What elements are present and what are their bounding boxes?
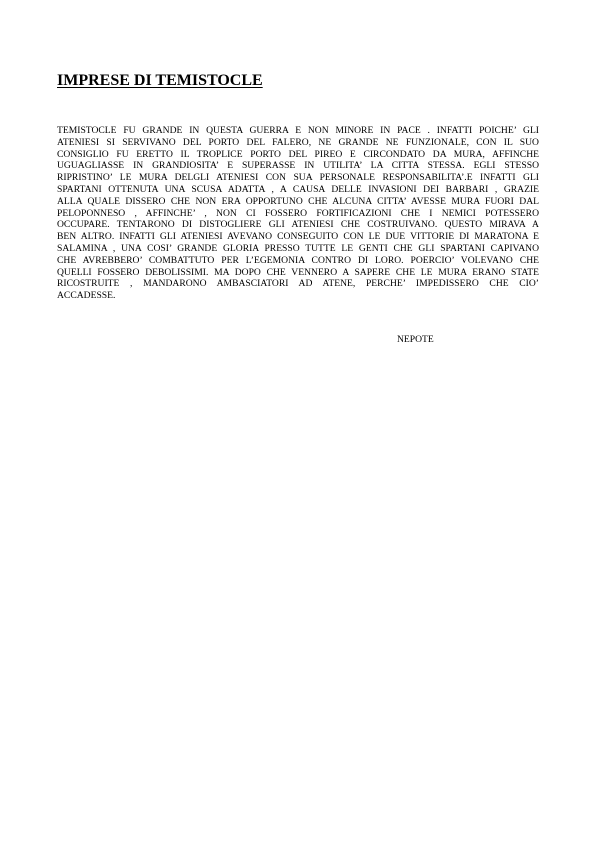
text-line: CONSIGLIO FU ERETTO IL TROPLICE PORTO DEL PIREO E CIRCONDATO DA MURA, AFFINCHE bbox=[57, 148, 539, 160]
text-line: SPARTANI OTTENUTA UNA SCUSA ADATTA , A CAUSA DELLE INVASIONI DEI BARBARI , GRAZIE bbox=[57, 183, 539, 195]
text-line: OCCUPARE. TENTARONO DI DISTOGLIERE GLI ATENIESI CHE COSTRUIVANO. QUESTO MIRAVA A bbox=[57, 219, 539, 231]
text-line: ACCADESSE. bbox=[57, 290, 116, 302]
author-signature: NEPOTE bbox=[397, 334, 434, 345]
text-line: ATENIESI SI SERVIVANO DEL PORTO DEL FALERO, NE GRANDE NE FUNZIONALE, CON IL SUO bbox=[57, 136, 539, 148]
text-line: RIPRISTINO’ LE MURA DELGLI ATENIESI CON SUA PERSONALE RESPONSABILITA’.E INFATTI GLI bbox=[57, 172, 539, 184]
body-paragraph bbox=[57, 125, 539, 302]
text-line: ALLA QUALE DISSERO CHE NON ERA OPPORTUNO CHE ALCUNA CITTA’ AVESSE MURA FUORI DAL bbox=[57, 195, 539, 207]
text-line: PELOPONNESO , AFFINCHE’ , NON CI FOSSERO FORTIFICAZIONI CHE I NEMICI POTESSERO bbox=[57, 207, 539, 219]
text-line: QUELLI FOSSERO DEBOLISSIMI. MA DOPO CHE VENNERO A SAPERE CHE LE MURA ERANO STATE bbox=[57, 266, 539, 278]
text-line: CHE AVREBBERO’ COMBATTUTO PER L’EGEMONIA CONTRO DI LORO. POERCIO’ VOLEVANO CHE bbox=[57, 254, 539, 266]
text-line: BEN ALTRO. INFATTI GLI ATENIESI AVEVANO CONSEGUITO CON LE DUE VITTORIE DI MARATONA E bbox=[57, 231, 539, 243]
text-line: SALAMINA , UNA COSI’ GRANDE GLORIA PRESSO TUTTE LE GENTI CHE GLI SPARTANI CAPIVANO bbox=[57, 242, 539, 254]
text-line: TEMISTOCLE FU GRANDE IN QUESTA GUERRA E NON MINORE IN PACE . INFATTI POICHE’ GLI bbox=[57, 125, 539, 136]
text-line: UGUAGLIASSE IN GRANDIOSITA’ E SUPERASSE IN UTILITA’ LA CITTA STESSA. EGLI STESSO bbox=[57, 160, 539, 172]
document-title: IMPRESE DI TEMISTOCLE bbox=[57, 72, 263, 89]
text-line: RICOSTRUITE , MANDARONO AMBASCIATORI AD ATENE, PERCHE’ IMPEDISSERO CHE CIO’ bbox=[57, 278, 539, 290]
